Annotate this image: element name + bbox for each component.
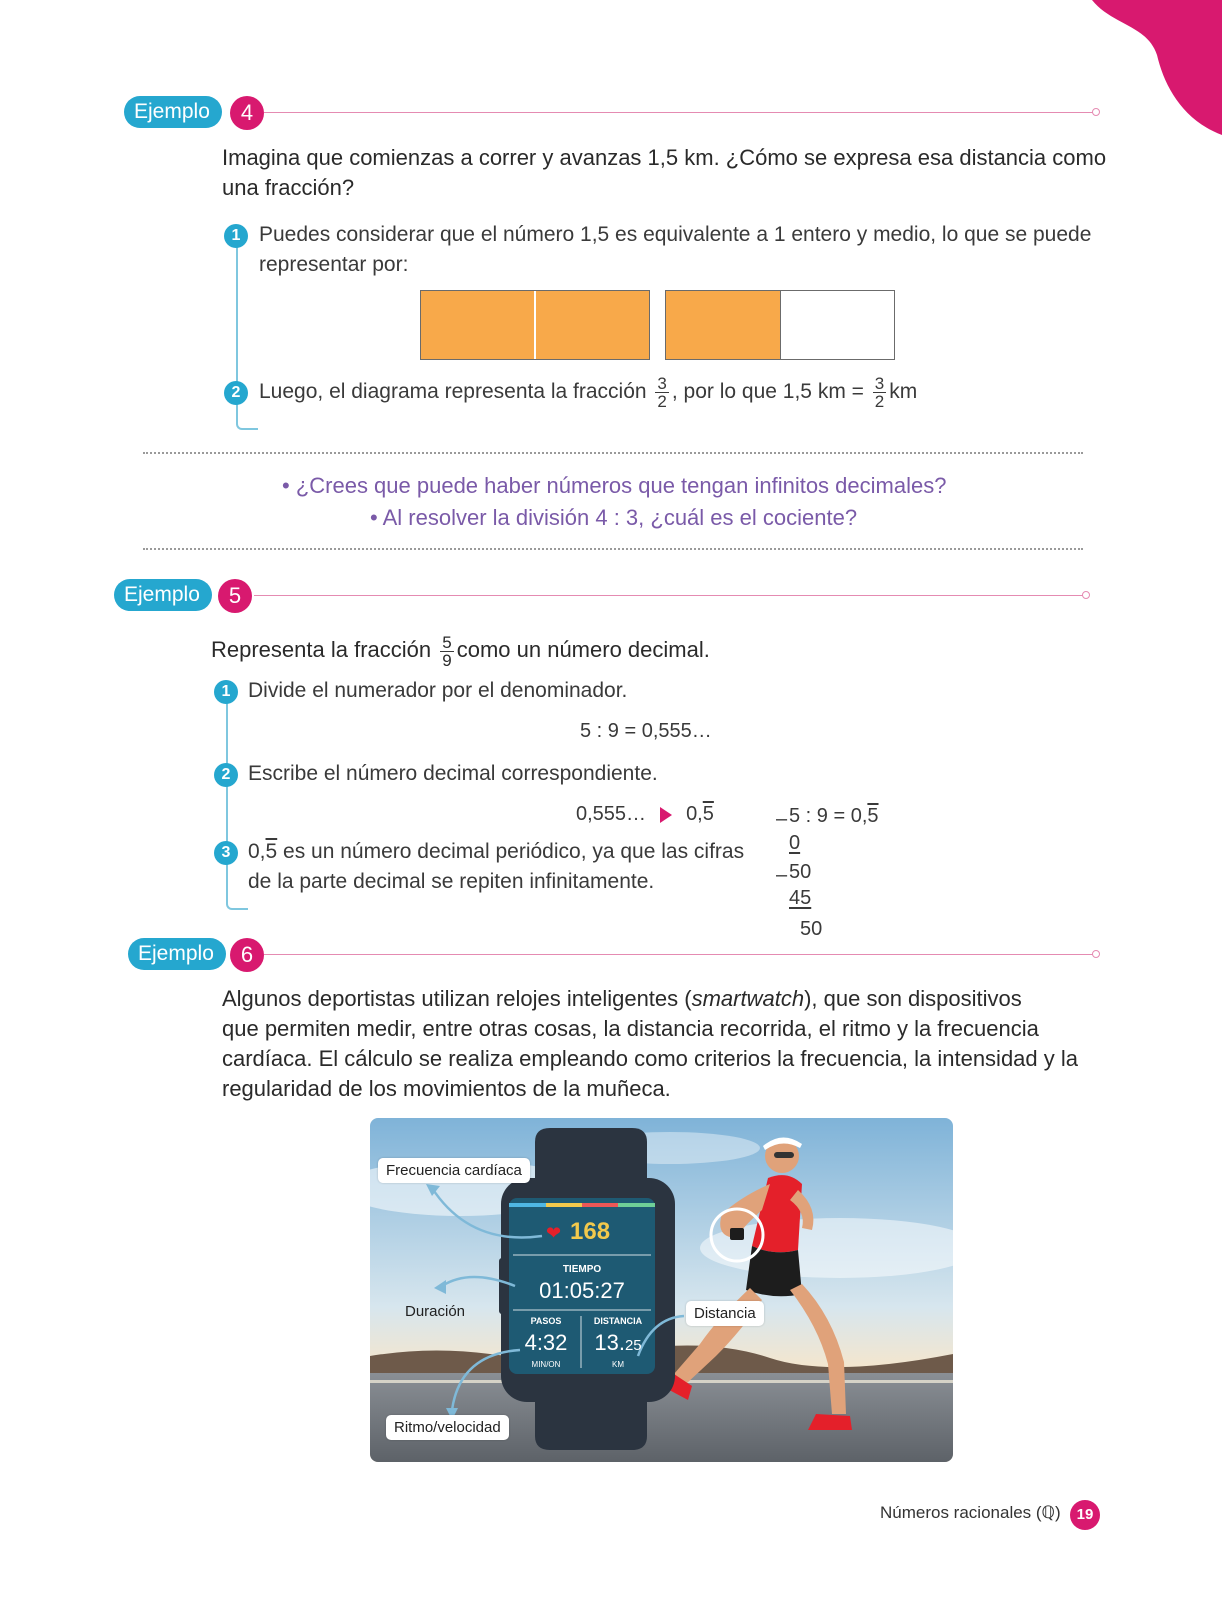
step-1-text: Divide el numerador por el denominador. [248, 679, 628, 702]
fraction-5-9: $\frac{5}{9}$ [442, 632, 452, 670]
step-1-badge: 1 [224, 224, 248, 248]
example-6-header [128, 938, 1103, 972]
example-4-header [124, 96, 1104, 130]
header-rule-end [1092, 950, 1100, 958]
example-4-lead: Imagina que comienzas a correr y avanzas 1,5 km. ¿Cómo se expresa esa distancia como una fracción? [222, 145, 1107, 200]
distance-label: DISTANCIA [593, 1316, 643, 1326]
bar-part [666, 291, 780, 359]
step-1-badge: 1 [214, 680, 238, 704]
example-5-lead [211, 628, 911, 672]
step-2-text [259, 372, 1109, 412]
arrow-right-icon [660, 807, 672, 823]
page-number: 19 [1070, 1500, 1100, 1530]
steps-bracket [226, 702, 248, 910]
steps-unit: MIN/ON [531, 1360, 561, 1369]
calc-division: 5 : 9 = 0,555… [580, 720, 712, 742]
example-label: Ejemplo [128, 938, 226, 970]
division-row: 50 [800, 918, 823, 940]
header-rule-end [1082, 591, 1090, 599]
calc-periodic [576, 803, 714, 826]
time-value: 01:05:27 [539, 1278, 625, 1303]
lead-pre: Representa la fracción [211, 637, 432, 662]
fraction-bar-whole-1 [420, 290, 650, 360]
header-rule [254, 595, 1084, 596]
question-1: • ¿Crees que puede haber números que tengan infinitos decimales? [282, 473, 947, 498]
callout-distance: Distancia [686, 1301, 764, 1326]
heart-rate-value: 168 [570, 1218, 611, 1245]
bar-part [534, 291, 649, 359]
example-5-header [114, 579, 1094, 613]
callout-pace: Ritmo/velocidad [386, 1415, 509, 1440]
heart-icon: ❤ [546, 1223, 562, 1243]
step-1-text: Puedes considerar que el número 1,5 es equivalente a 1 entero y medio, lo que se puede representar por: [259, 223, 1092, 276]
division-row: 0 [789, 832, 801, 854]
step-3-text: 0,5 es un número decimal periódico, ya que las cifras de la parte decimal se repiten infinitamente. [248, 840, 745, 893]
step-2-pre: Luego, el diagrama representa la fracción [259, 380, 647, 403]
step-2-badge: 2 [224, 381, 248, 405]
decimal-periodic: 0,5 [686, 803, 714, 825]
fraction-3-2-result: $\frac{3}{2}$ [874, 373, 885, 411]
callout-heart-rate: Frecuencia cardíaca [378, 1158, 530, 1183]
bar-part [780, 291, 895, 359]
example-6-lead: Algunos deportistas utilizan relojes inteligentes (smartwatch), que son dispositivos que permiten medir, entre otras cosas, la distancia recorrida, el ritmo y la frecuencia cardíaca. El cálculo se realiza empleando como criterios la frecuencia, la intensidad y la regularidad de los movimientos de la muñeca. [222, 986, 1078, 1101]
division-row: 45 [789, 887, 812, 909]
steps-value: 4:32 [524, 1330, 568, 1355]
lead-post: como un número decimal. [456, 637, 710, 662]
example-label: Ejemplo [114, 579, 212, 611]
distance-unit: KM [612, 1360, 624, 1369]
division-minus: – [776, 864, 788, 886]
chapter-title: Números racionales (ℚ) [880, 1503, 1061, 1522]
fraction-3-2: $\frac{3}{2}$ [657, 373, 667, 411]
bar-part [421, 291, 534, 359]
step-2-badge: 2 [214, 763, 238, 787]
question-2: • Al resolver la división 4 : 3, ¿cuál es el cociente? [370, 505, 858, 530]
division-minus: – [776, 808, 788, 830]
step-3-badge: 3 [214, 841, 238, 865]
step-2-post: km [889, 380, 918, 403]
divider-bottom [143, 548, 1083, 550]
fraction-bar-whole-2 [665, 290, 895, 360]
header-rule-end [1092, 108, 1100, 116]
decimal-expanded: 0,555… [576, 803, 647, 825]
example-number: 5 [218, 579, 252, 613]
header-rule [264, 112, 1094, 113]
step-2-mid: , por lo que 1,5 km = [671, 380, 864, 403]
distance-value: 13.25 [594, 1330, 642, 1355]
steps-label: PASOS [530, 1316, 562, 1326]
example-number: 6 [230, 938, 264, 972]
division-head: 5 : 9 = 0,5 [789, 805, 879, 827]
runner-smartwatch-illustration [370, 1118, 953, 1462]
division-row: 50 [789, 861, 812, 883]
example-number: 4 [230, 96, 264, 130]
divider-top [143, 452, 1083, 454]
time-label: TIEMPO [562, 1264, 602, 1275]
step-2-text: Escribe el número decimal correspondiente. [248, 762, 658, 785]
callout-duration: Duración [405, 1303, 466, 1320]
example-label: Ejemplo [124, 96, 222, 128]
header-rule [264, 954, 1094, 955]
